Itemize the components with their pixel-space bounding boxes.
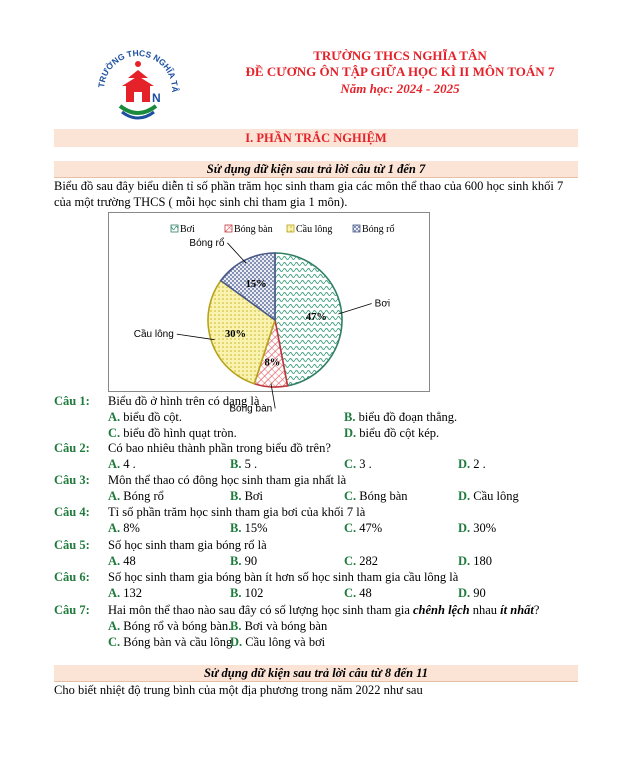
answer-option: B. 102 [230, 586, 264, 600]
category-label: Bơi [374, 298, 391, 310]
question-text: Số học sinh tham gia bóng bàn ít hơn số học sinh tham gia cầu lông là [108, 570, 459, 584]
answer-option: D. 2 . [458, 457, 486, 471]
question-label: Câu 7: [54, 603, 90, 617]
answer-option: D. biểu đồ cột kép. [344, 426, 440, 440]
answer-option: C. biểu đồ hình quạt tròn. [108, 426, 237, 440]
answer-option: A. Bóng rổ và bóng bàn. [108, 619, 232, 633]
temperature-intro: Cho biết nhiệt độ trung bình của một địa phương trong năm 2022 như sau [54, 683, 423, 697]
slice-value-label: 15% [245, 278, 267, 290]
question-text: Số học sinh tham gia bóng rổ là [108, 538, 267, 552]
answer-option: A. 132 [108, 586, 143, 600]
leader-line [177, 334, 215, 340]
answer-option: B. 90 [230, 554, 258, 568]
question-text: Có bao nhiêu thành phần trong biểu đồ trên? [108, 441, 331, 455]
section-heading: I. PHẦN TRẮC NGHIỆM [54, 129, 578, 147]
document-title: ĐỀ CƯƠNG ÔN TẬP GIỮA HỌC KÌ II MÔN TOÁN 7 [245, 64, 555, 79]
school-logo [92, 40, 184, 132]
answer-option: D. 30% [458, 521, 497, 535]
leader-line [338, 304, 371, 314]
legend-label: Bóng rổ [362, 224, 395, 235]
legend-swatch [171, 225, 178, 232]
question-text: Hai môn thể thao nào sau đây có số lượng học sinh tham gia chênh lệch nhau ít nhất? [108, 603, 540, 617]
question-label: Câu 5: [54, 538, 90, 552]
legend-swatch [225, 225, 232, 232]
chart-legend [171, 224, 395, 235]
answer-option: D. 180 [458, 554, 493, 568]
question-text: Tỉ số phần trăm học sinh tham gia bơi của khối 7 là [108, 505, 366, 519]
question-label: Câu 2: [54, 441, 90, 455]
answer-option: B. Bơi [230, 489, 264, 503]
answer-option: C. 48 [344, 586, 372, 600]
slice-value-label: 47% [305, 312, 327, 324]
answer-option: C. Bóng bàn và cầu lông [108, 635, 233, 649]
answer-option: B. biểu đồ đoạn thẳng. [344, 410, 458, 424]
answer-option: D. 90 [458, 586, 486, 600]
legend-swatch [287, 225, 294, 232]
category-label: Bóng rổ [189, 237, 225, 249]
chart-intro: Biểu đồ sau đây biểu diễn tỉ số phần trăm học sinh tham gia các môn thể thao của 600 học sinh khối 7 của một trường THCS ( mỗi học sinh chỉ tham gia 1 môn). [54, 179, 564, 209]
answer-option: A. 8% [108, 521, 140, 535]
answer-option: B. Bơi và bóng bàn [230, 619, 328, 633]
answer-option: C. 47% [344, 521, 383, 535]
answer-option: A. 48 [108, 554, 136, 568]
legend-swatch [353, 225, 360, 232]
answer-option: C. Bóng bàn [344, 489, 408, 503]
school-name: TRƯỜNG THCS NGHĨA TÂN [313, 48, 487, 63]
svg-text:N: N [152, 91, 161, 105]
answer-option: C. 282 [344, 554, 379, 568]
question-label: Câu 6: [54, 570, 90, 584]
instruction-banner-1: Sử dụng dữ kiện sau trả lời câu từ 1 đến 7 [54, 161, 578, 178]
legend-label: Bơi [180, 224, 195, 235]
legend-label: Cầu lông [296, 224, 333, 235]
question-text: Môn thể thao có đông học sinh tham gia nhất là [108, 473, 347, 487]
slice-value-label: 8% [264, 357, 281, 369]
answer-option: C. 3 . [344, 457, 372, 471]
question-label: Câu 3: [54, 473, 90, 487]
answer-option: D. Cầu lông [458, 489, 519, 503]
answer-option: A. 4 . [108, 457, 136, 471]
slice-value-label: 30% [224, 328, 246, 340]
instruction-banner-2: Sử dụng dữ kiện sau trả lời câu từ 8 đến 11 [54, 665, 578, 682]
question-text: Biểu đồ ở hình trên có dạng là [108, 394, 260, 408]
question-label: Câu 4: [54, 505, 90, 519]
category-label: Cầu lông [133, 329, 174, 341]
svg-text:TRƯỜNG THCS NGHĨA TÂN - QUẬN C: TRƯỜNG THCS NGHĨA TÂ [96, 47, 181, 93]
answer-option: D. Cầu lông và bơi [230, 635, 326, 649]
answer-option: A. biểu đồ cột. [108, 410, 182, 424]
answer-option: B. 15% [230, 521, 268, 535]
question-label: Câu 1: [54, 394, 90, 408]
answer-option: A. Bóng rổ [108, 489, 164, 503]
leader-line [227, 243, 246, 263]
category-label: Bóng bàn [229, 403, 273, 415]
legend-label: Bóng bàn [234, 224, 273, 235]
answer-option: B. 5 . [230, 457, 258, 471]
school-year: Năm học: 2024 - 2025 [340, 81, 460, 96]
